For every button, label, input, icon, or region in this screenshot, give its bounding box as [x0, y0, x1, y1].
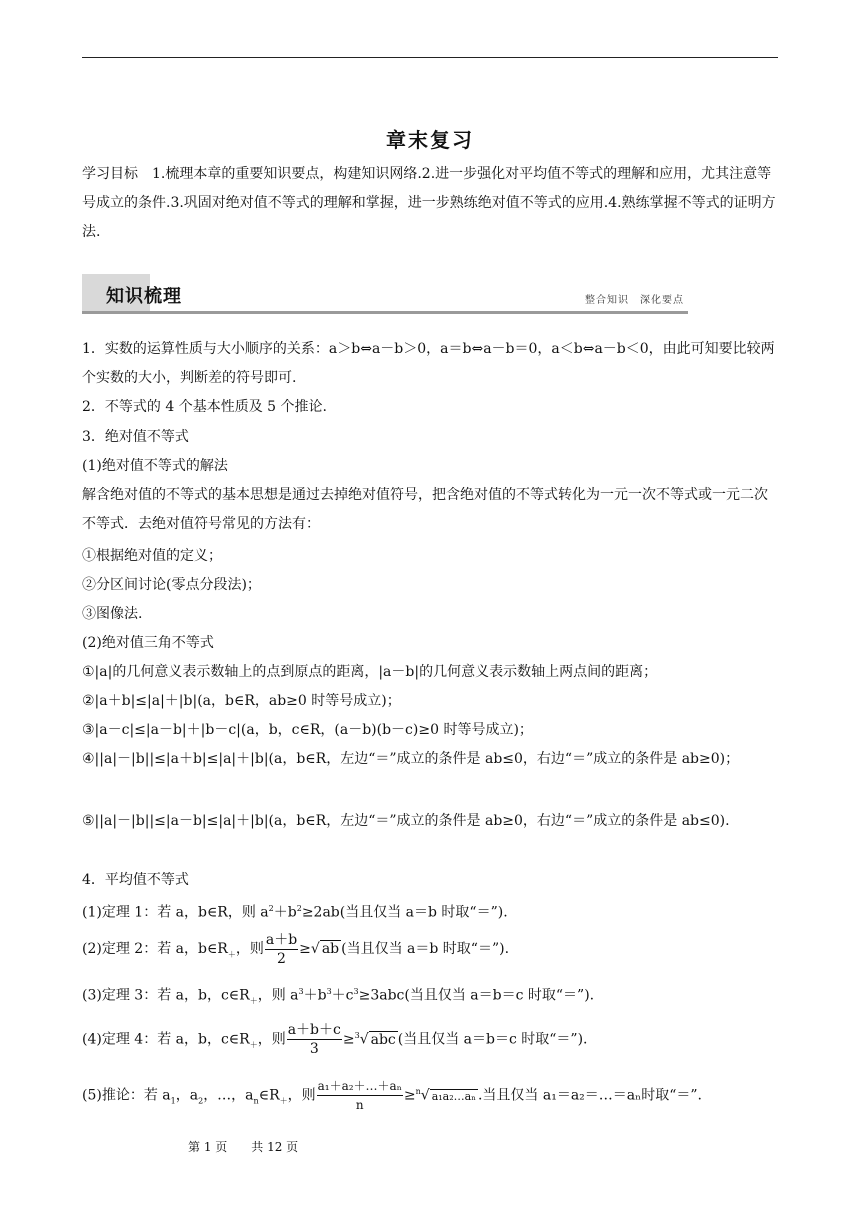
item-3-heading: 3．绝对值不等式	[82, 429, 189, 445]
theorem-3: (3)定理 3：若 a，b，$c\in R_+$，则 $a^3+b^3+c^3\ge 3abc$(当且仅当 a＝b＝c 时取“＝”).	[82, 987, 595, 1006]
item-4-heading: 4．平均值不等式	[82, 872, 189, 888]
corollary: (5)推论：若 $a_1$，$a_2$，…，$a_n\in R_+$，则 $\frac{\text{a₁＋a₂＋…＋aₙ}}{n}$ ≥$^n$√ a₁a₂…aₙ .当且仅当 a₁＝a₂＝…＝aₙ时取“＝”.	[82, 1079, 702, 1113]
item-3-1-body: 解含绝对值的不等式的基本思想是通过去掉绝对值符号，把含绝对值的不等式转化为一元一次不等式或一元二次不等式．去绝对值符号常见的方法有：	[82, 487, 768, 532]
section-subtitle: 整合知识 深化要点	[585, 295, 684, 306]
page-title: 章末复习	[386, 128, 474, 152]
section-heading: 知识梳理	[106, 286, 182, 307]
fraction: $\frac{\text{a₁＋a₂＋…＋aₙ}}{n}$	[317, 1079, 402, 1113]
item-3-1-heading: (1)绝对值不等式的解法	[82, 458, 228, 474]
header-rule	[82, 57, 778, 58]
method-2: ②分区间讨论(零点分段法)；	[82, 577, 261, 593]
section-header	[82, 274, 688, 314]
triangle-3: ③|a－c|≤|a－b|＋|b－c|(a，b，c∈R，(a－b)(b－c)≥0 时等号成立)；	[82, 722, 533, 738]
fraction: $\frac{a+b}{2}$	[265, 931, 298, 967]
triangle-4: ④||a|－|b||≤|a＋b|≤|a|＋|b|(a，b∈R，左边“＝”成立的条件是 ab≤0，右边“＝”成立的条件是 ab≥0)；	[82, 751, 740, 767]
triangle-5: ⑤||a|－|b||≤|a－b|≤|a|＋|b|(a，b∈R，左边“＝”成立的条件是 ab≥0，右边“＝”成立的条件是 ab≤0).	[82, 813, 730, 829]
fraction: $\frac{a+b+c}{3}$	[287, 1022, 341, 1058]
item-2: 2．不等式的 4 个基本性质及 5 个推论.	[82, 399, 327, 415]
section-underline	[82, 311, 688, 314]
method-3: ③图像法.	[82, 606, 143, 622]
triangle-1: ①|a|的几何意义表示数轴上的点到原点的距离，|a－b|的几何意义表示数轴上两点间的距离；	[82, 664, 658, 680]
learning-objectives: 学习目标 1.梳理本章的重要知识要点，构建知识网络.2.进一步强化对平均值不等式的理解和应用，尤其注意等号成立的条件.3.巩固对绝对值不等式的理解和掌握，进一步熟练绝对值不等式的应用.4.熟练掌握不等式的证明方法.	[82, 166, 776, 240]
page-footer: 第 1 页 共 12 页	[188, 1140, 299, 1154]
theorem-4: (4)定理 4：若 a，b，$c\in R_+$，则 $\frac{a+b+c}{3}$ ≥$^3$√ abc (当且仅当 a＝b＝c 时取“＝”).	[82, 1022, 588, 1058]
triangle-2: ②|a＋b|≤|a|＋|b|(a，b∈R，ab≥0 时等号成立)；	[82, 693, 401, 709]
item-3-2-heading: (2)绝对值三角不等式	[82, 635, 214, 651]
method-1: ①根据绝对值的定义；	[82, 548, 222, 564]
theorem-1: (1)定理 1：若 a，b∈R，则 $a^2+b^2\ge 2ab$(当且仅当 a＝b 时取“＝”).	[82, 904, 508, 921]
theorem-2: (2)定理 2：若 a，$b\in R_+$，则 $\frac{a+b}{2}$ ≥√ ab (当且仅当 a＝b 时取“＝”).	[82, 931, 510, 967]
item-1: 1．实数的运算性质与大小顺序的关系：a＞b⇔a－b＞0，a＝b⇔a－b＝0，a＜b⇔a－b＜0，由此可知要比较两个实数的大小，判断差的符号即可.	[82, 341, 775, 386]
